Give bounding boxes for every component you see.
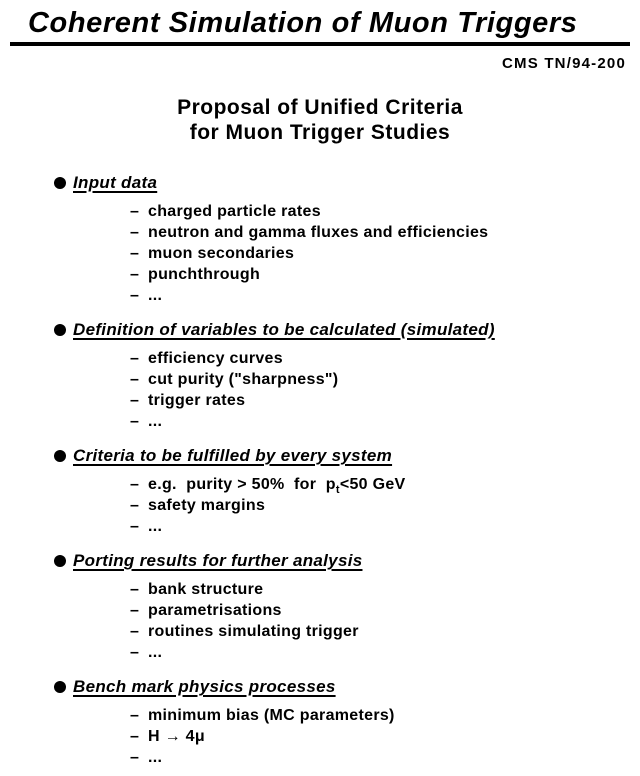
list-item-text: trigger rates [148,392,246,409]
list-item [130,285,640,306]
list-item-text: safety margins [148,497,266,514]
section-items [130,474,640,537]
list-item [130,390,640,411]
list-item-text: H → 4μ [148,728,205,745]
section-items [130,348,640,432]
list-item-text: muon secondaries [148,245,295,262]
list-item [130,747,640,768]
section-label: Criteria to be fulfilled by every system [73,446,393,465]
dash-icon: – [130,350,140,367]
section-heading [54,550,640,572]
list-item [130,726,640,747]
list-item-text: ... [148,749,163,766]
bullet-icon [54,555,66,567]
proposal-heading-line1: Proposal of Unified Criteria [177,96,463,119]
bullet-icon [54,324,66,336]
section [0,676,640,768]
list-item-text: routines simulating trigger [148,623,359,640]
section [0,445,640,537]
list-item [130,600,640,621]
section-label: Bench mark physics processes [73,677,336,696]
dash-icon: – [130,707,140,724]
section-items [130,201,640,306]
dash-icon: – [130,245,140,262]
proposal-heading-line2: for Muon Trigger Studies [189,121,451,144]
list-item-text: ... [148,287,163,304]
section [0,550,640,663]
list-item [130,411,640,432]
list-item-text: neutron and gamma fluxes and efficiencies [148,224,489,241]
dash-icon: – [130,371,140,388]
dash-icon: – [130,518,140,535]
section [0,319,640,432]
bullet-icon [54,681,66,693]
dash-icon: – [130,287,140,304]
list-item-text: bank structure [148,581,264,598]
bullet-icon [54,177,66,189]
section-label: Porting results for further analysis [73,551,363,570]
list-item [130,621,640,642]
section-heading [54,319,640,341]
list-item-text: ... [148,644,163,661]
section-items [130,705,640,768]
dash-icon: – [130,728,140,745]
list-item-text: efficiency curves [148,350,283,367]
dash-icon: – [130,392,140,409]
bullet-icon [54,450,66,462]
list-item [130,222,640,243]
dash-icon: – [130,266,140,283]
list-item [130,243,640,264]
section-label: Input data [73,173,158,192]
dash-icon: – [130,203,140,220]
list-item [130,579,640,600]
section-heading [54,445,640,467]
list-item-text: ... [148,413,163,430]
dash-icon: – [130,224,140,241]
dash-icon: – [130,497,140,514]
list-item [130,201,640,222]
section-heading [54,172,640,194]
list-item [130,516,640,537]
section [0,172,640,306]
list-item-text: minimum bias (MC parameters) [148,707,395,724]
list-item-text: punchthrough [148,266,261,283]
list-item [130,369,640,390]
list-item [130,495,640,516]
section-heading [54,676,640,698]
list-item [130,264,640,285]
section-items [130,579,640,663]
page-title: Coherent Simulation of Muon Triggers [28,7,578,39]
proposal-heading [0,95,640,145]
dash-icon: – [130,581,140,598]
list-item [130,474,640,495]
dash-icon: – [130,602,140,619]
list-item-text: e.g. purity > 50% for $p_t<50$ GeV [148,476,406,497]
list-item [130,705,640,726]
bullet-list [0,172,640,768]
dash-icon: – [130,413,140,430]
section-label: Definition of variables to be calculated (simulated) [73,320,495,339]
document-reference: CMS TN/94-200 [502,55,626,72]
list-item [130,642,640,663]
dash-icon: – [130,476,140,493]
list-item-text: ... [148,518,163,535]
list-item-text: charged particle rates [148,203,321,220]
dash-icon: – [130,644,140,661]
dash-icon: – [130,623,140,640]
list-item [130,348,640,369]
title-rule [10,42,630,46]
list-item-text: cut purity ("sharpness") [148,371,339,388]
dash-icon: – [130,749,140,766]
list-item-text: parametrisations [148,602,282,619]
